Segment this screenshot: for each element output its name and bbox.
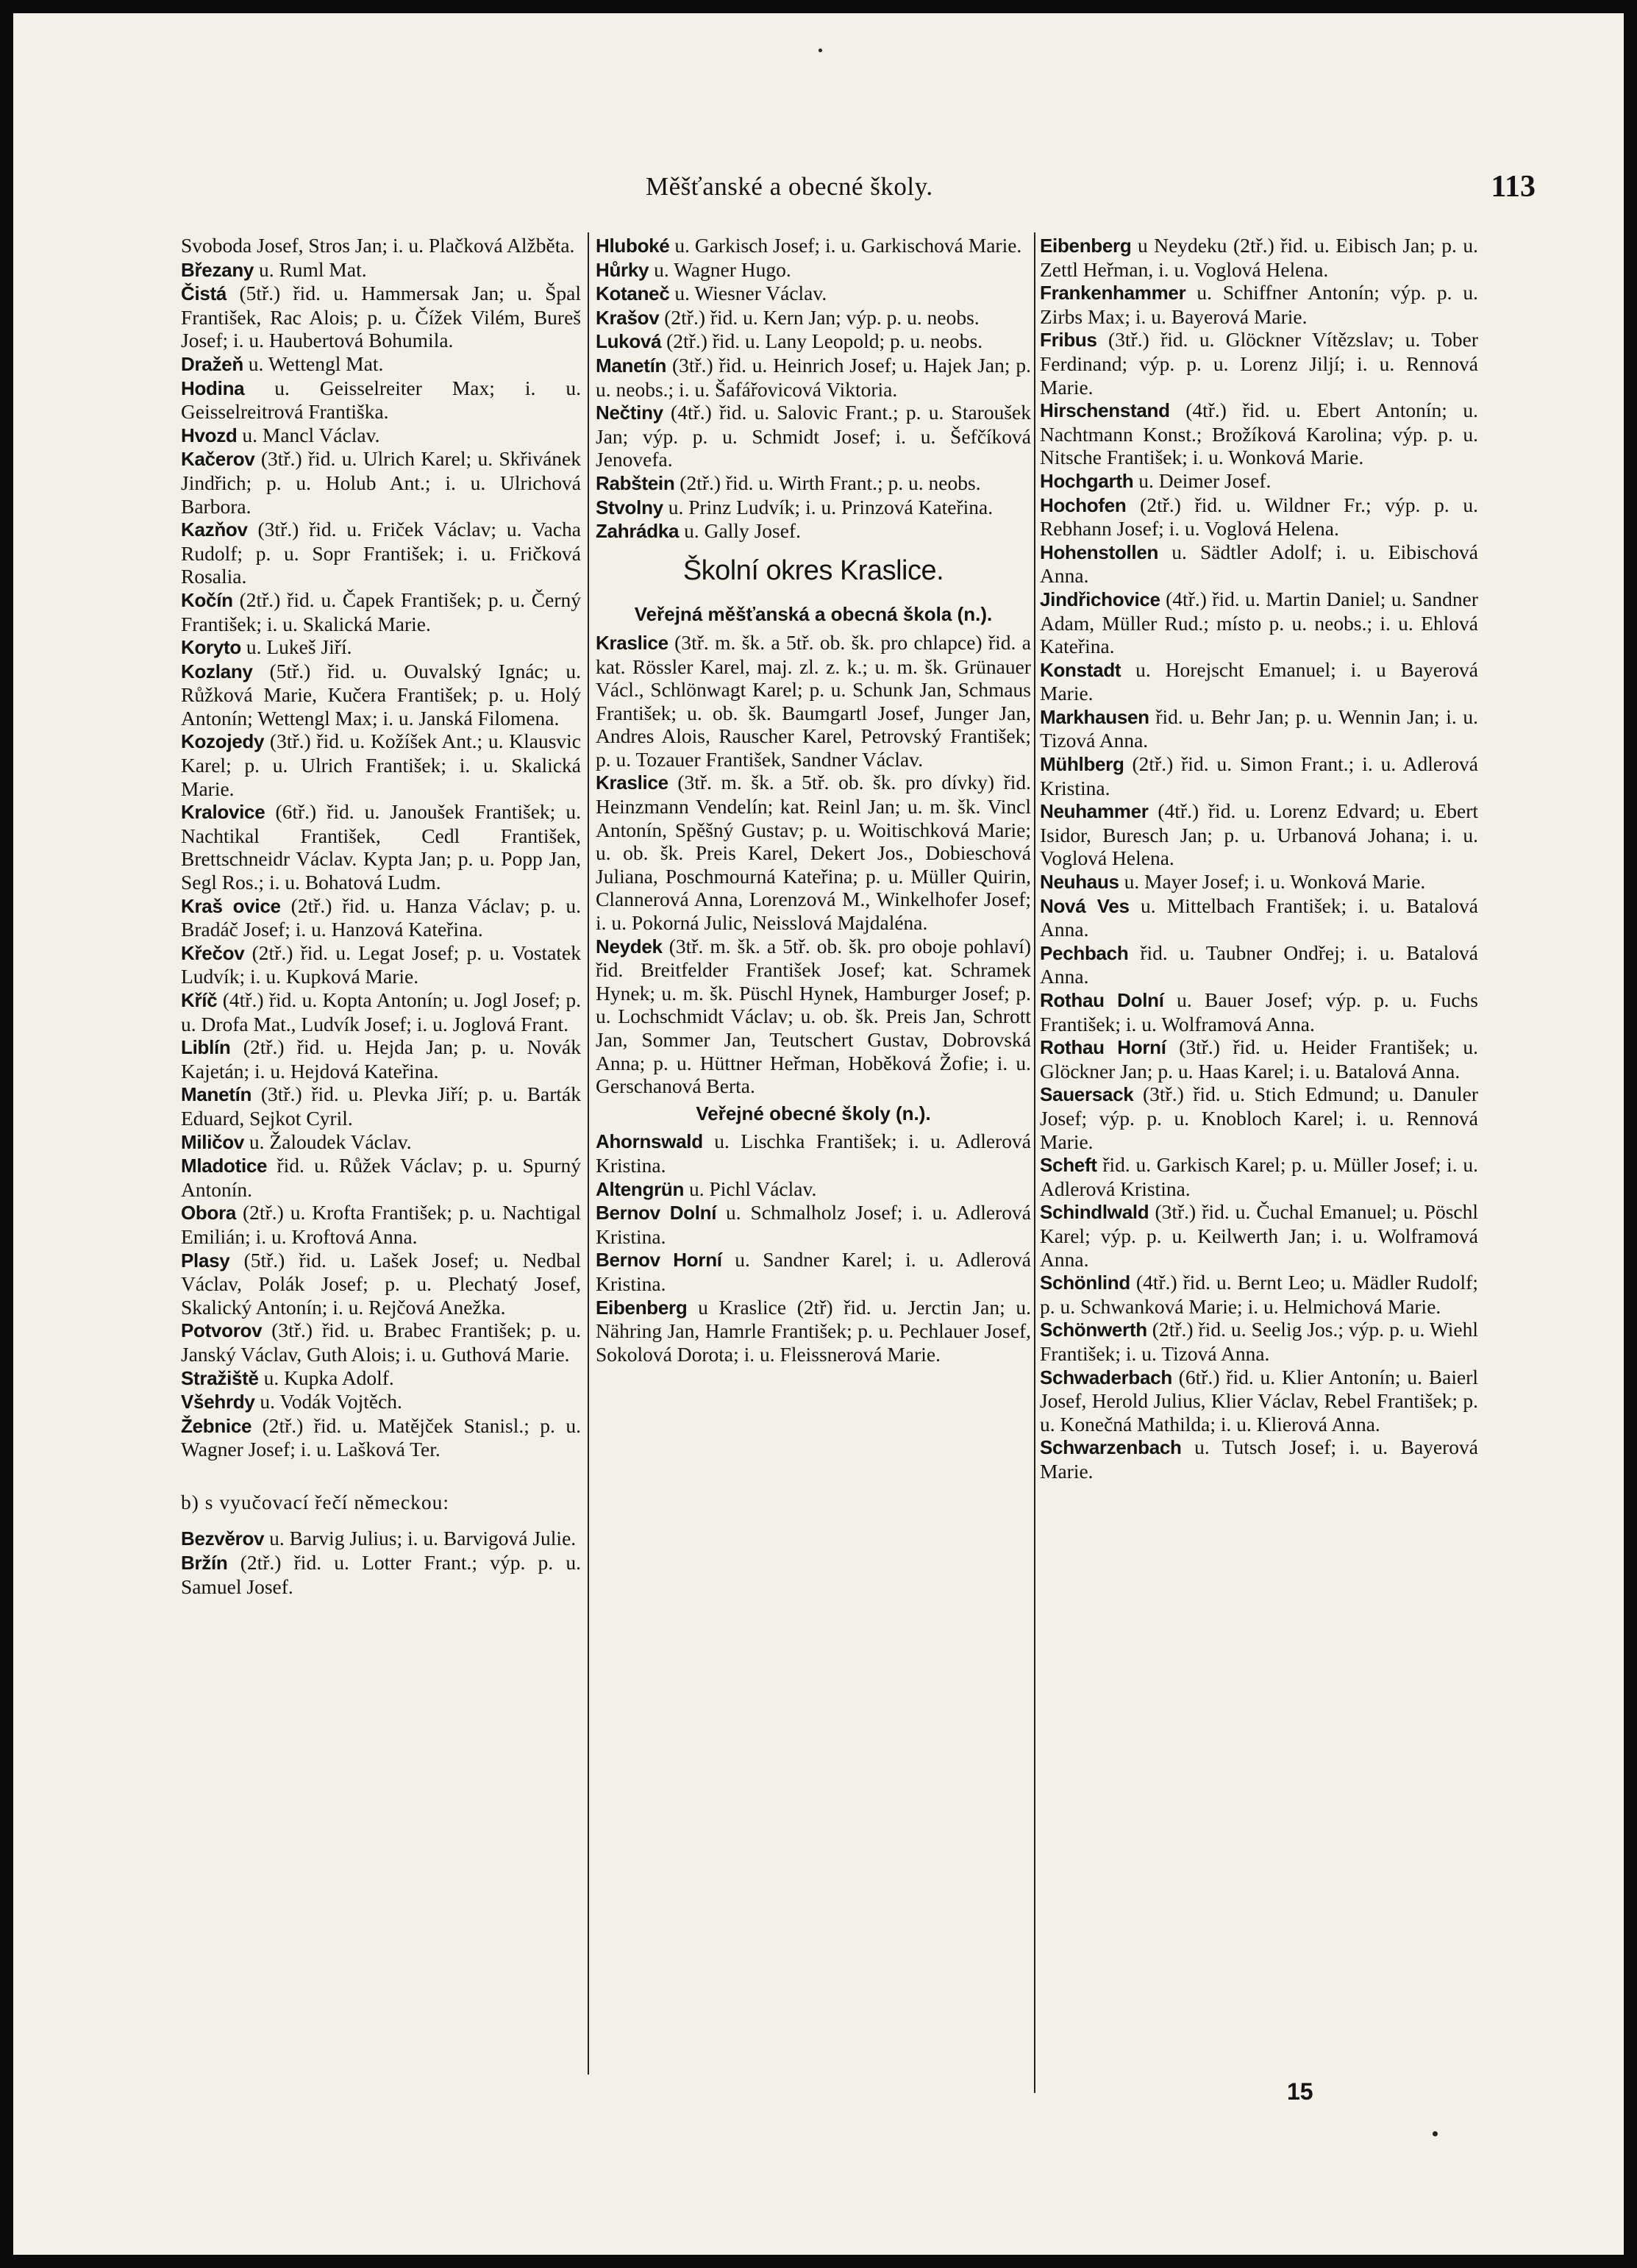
school-entry — [1040, 281, 1478, 328]
school-entry — [181, 1035, 581, 1083]
school-entry — [596, 935, 1031, 1098]
school-entry — [181, 730, 581, 800]
staff-list: (5tř.) řid. u. Hammersak Jan; u. Špal František, Rac Alois; p. u. Čížek Vilém, Bureš Josef; i. u. Haubertová Bohumila. — [181, 282, 581, 352]
place-name: Kraslice — [596, 631, 668, 654]
school-entry — [1040, 1271, 1478, 1318]
print-speck — [1433, 2131, 1438, 2136]
staff-list: u. Mittelbach František; i. u. Batalová Anna. — [1040, 894, 1478, 941]
staff-list: u. Wagner Hugo. — [649, 257, 791, 281]
school-entry — [1040, 1035, 1478, 1083]
staff-list: (2tř.) řid. u. Seelig Jos.; výp. p. u. Wiehl František; i. u. Tizová Anna. — [1040, 1318, 1478, 1365]
school-entry — [1040, 894, 1478, 941]
school-entry — [181, 800, 581, 894]
staff-list: (5tř.) řid. u. Lašek Josef; u. Nedbal Václav, Polák Josef; p. u. Plechatý Josef, Skalický Antonín; i. u. Rejčová Anežka. — [181, 1248, 581, 1319]
staff-list: (5tř.) řid. u. Ouvalský Ignác; u. Růžková Marie, Kučera František; p. u. Holý Antonín; Wettengl Max; i. u. Janská Filomena. — [181, 659, 581, 730]
place-name: Čistá — [181, 282, 227, 305]
staff-list: (3tř. m. šk. a 5tř. ob. šk. pro dívky) řid. Heinzmann Vendelín; kat. Reinl Jan; u. m. šk. Vincl Antonín, Spěšný Gustav; p. u. Woitischková Marie; u. ob. šk. Preis Karel, Dekert Jos., Dobieschová Juliana, Poschmourná Kateřina; p. u. Müller Quirin, Clannerová Anna, Lorenzová M., Winkelhofer Josef; i. u. Pokorná Julic, Neisslová Majdaléna. — [596, 771, 1031, 935]
school-entry — [181, 518, 581, 588]
column-2 — [596, 234, 1031, 2087]
school-entry — [1040, 1436, 1478, 1483]
school-entry — [596, 771, 1031, 934]
place-name: Potvorov — [181, 1319, 263, 1342]
staff-list: (3tř.) řid. u. Čuchal Emanuel; u. Pöschl Karel; výp. p. u. Keilwerth Jan; i. u. Wolframová Anna. — [1040, 1200, 1478, 1271]
place-name: Rothau Dolní — [1040, 989, 1164, 1011]
staff-list: u. Barvig Julius; i. u. Barvigová Julie. — [264, 1527, 577, 1550]
column-rule-1 — [588, 232, 589, 2075]
staff-list: u Kraslice (2tř) řid. u. Jerctin Jan; u. Nähring Jan, Hamrle František; p. u. Pechlauer Josef, Sokolová Dorota; i. u. Fleissnerová Marie. — [596, 1295, 1031, 1366]
place-name: Neydek — [596, 935, 663, 958]
school-entry — [181, 424, 581, 448]
place-name: Markhausen — [1040, 705, 1149, 728]
place-name: Plasy — [181, 1249, 230, 1272]
staff-list: (4tř.) řid. u. Salovic Frant.; p. u. Staroušek Jan; výp. p. u. Schmidt Josef; i. u. Šefčíková Jenovefa. — [596, 401, 1031, 471]
place-name: Schwarzenbach — [1040, 1436, 1182, 1459]
place-name: Manetín — [596, 354, 667, 377]
place-name: Schönlind — [1040, 1272, 1130, 1294]
place-name: Jindřichovice — [1040, 588, 1160, 610]
staff-list: u. Deimer Josef. — [1133, 468, 1272, 492]
staff-list: u. Gally Josef. — [679, 519, 801, 543]
staff-list: (2tř.) řid. u. Kern Jan; výp. p. u. neobs. — [659, 305, 980, 329]
school-entry — [1040, 1153, 1478, 1200]
place-name: Nečtiny — [596, 402, 663, 424]
place-name: Obora — [181, 1202, 237, 1224]
staff-list: u. Geisselreiter Max; i. u. Geisselreitrová Františka. — [181, 376, 581, 424]
school-entry — [1040, 988, 1478, 1035]
place-name: Eibenberg — [1040, 235, 1132, 257]
place-name: Mladotice — [181, 1155, 268, 1177]
place-name: Neuhammer — [1040, 800, 1149, 823]
school-entry — [181, 258, 581, 282]
school-entry — [596, 1130, 1031, 1177]
staff-list: (4tř.) řid. u. Ebert Antonín; u. Nachtmann Konst.; Brožíková Karolina; výp. p. u. Nitsche František; i. u. Wonková Marie. — [1040, 399, 1478, 469]
staff-list: u. Sädtler Adolf; i. u. Eibischová Anna. — [1040, 540, 1478, 588]
staff-list: u. Wiesner Václav. — [669, 282, 827, 305]
place-name: Kozlany — [181, 660, 253, 682]
school-entry — [596, 1201, 1031, 1248]
staff-list: u. Prinz Ludvík; i. u. Prinzová Kateřina. — [663, 495, 994, 518]
staff-list: (4tř.) řid. u. Lorenz Edvard; u. Ebert Isidor, Buresch Jan; p. u. Urbanová Johana; i. u. Voglová Helena. — [1040, 799, 1478, 870]
staff-list: (6tř.) řid. u. Klier Antonín; u. Baierl Josef, Herold Julius, Klier Václav, Rebel František; p. u. Konečná Mathilda; i. u. Klierová Anna. — [1040, 1365, 1478, 1436]
place-name: Nová Ves — [1040, 894, 1130, 917]
staff-list: (2tř.) řid. u. Čapek František; p. u. Černý František; i. u. Skalická Marie. — [181, 588, 581, 635]
school-entry — [181, 1366, 581, 1391]
staff-list: u. Sandner Karel; i. u. Adlerová Kristina. — [596, 1248, 1031, 1295]
place-name: Schönwerth — [1040, 1319, 1147, 1341]
place-name: Ahornswald — [596, 1130, 703, 1153]
school-entry — [181, 1201, 581, 1248]
school-entry — [596, 329, 1031, 354]
school-entry — [181, 588, 581, 635]
staff-list: (4tř.) řid. u. Martin Daniel; u. Sandner Adam, Müller Rud.; místo p. u. neobs.; i. u. Ehlová Kateřina. — [1040, 587, 1478, 658]
place-name: Kotaneč — [596, 282, 670, 305]
staff-list: (2tř.) řid. u. Wirth Frant.; p. u. neobs. — [674, 471, 981, 494]
place-name: Kříč — [181, 989, 218, 1011]
place-name: Hluboké — [596, 235, 670, 257]
staff-list: (2tř.) řid. u. Wildner Fr.; výp. p. u. Rebhann Josef; i. u. Voglová Helena. — [1040, 493, 1478, 541]
signature-mark: 15 — [1287, 2078, 1313, 2105]
school-entry — [1040, 541, 1478, 588]
staff-list: řid. u. Taubner Ondřej; i. u. Batalová Anna. — [1040, 941, 1478, 988]
staff-list: u. Bauer Josef; výp. p. u. Fuchs František; i. u. Wolframová Anna. — [1040, 988, 1478, 1035]
school-entry — [181, 447, 581, 518]
place-name: Schindlwald — [1040, 1201, 1149, 1224]
place-name: Dražeň — [181, 352, 243, 375]
staff-list: (4tř.) řid. u. Bernt Leo; u. Mädler Rudolf; p. u. Schwanková Marie; i. u. Helmichová Marie. — [1040, 1271, 1478, 1318]
staff-list: (3tř.) řid. u. Heider František; u. Glöckner Jan; p. u. Haas Karel; i. u. Batalová Anna. — [1040, 1035, 1478, 1083]
place-name: Hůrky — [596, 258, 649, 281]
staff-list: u. Kupka Adolf. — [258, 1366, 394, 1389]
school-entry — [181, 1551, 581, 1598]
place-name: Krašov — [596, 306, 660, 329]
place-name: Všehrdy — [181, 1391, 255, 1413]
staff-list: (3tř.) řid. u. Glöckner Vítězslav; u. Tober Ferdinand; výp. p. u. Lorenz Jiljí; i. u. Rennová Marie. — [1040, 328, 1478, 399]
staff-list: (6tř.) řid. u. Janoušek František; u. Nachtikal František, Cedl František, Brettschneidr Václav. Kypta Jan; p. u. Popp Jan, Segl Ros.; i. u. Bohatová Ludm. — [181, 800, 581, 894]
school-entry — [181, 282, 581, 352]
place-name: Kralovice — [181, 801, 265, 824]
staff-list: u. Lischka František; i. u. Adlerová Kristina. — [596, 1130, 1031, 1177]
school-entry — [181, 1249, 581, 1319]
running-title: Měšťanské a obecné školy. — [646, 172, 933, 201]
school-entry — [596, 1177, 1031, 1202]
staff-list: (3tř.) řid. u. Kožíšek Ant.; u. Klausvic Karel; p. u. Ulrich František; i. u. Skalická Marie. — [181, 730, 581, 800]
column-rule-2 — [1034, 232, 1035, 2093]
place-name: Křečov — [181, 941, 245, 964]
school-entry — [181, 234, 581, 258]
school-entry — [181, 352, 581, 377]
staff-list: (3tř.) řid. u. Ulrich Karel; u. Skřivánek Jindřich; p. u. Holub Ant.; i. u. Ulrichová Barbora. — [181, 447, 581, 518]
place-name: Stražiště — [181, 1366, 259, 1389]
place-name: Manetín — [181, 1083, 252, 1106]
school-entry — [1040, 493, 1478, 541]
school-entry — [181, 941, 581, 988]
place-name: Kozojedy — [181, 730, 265, 753]
place-name: Koryto — [181, 636, 241, 659]
school-entry — [1040, 234, 1478, 281]
staff-list: Svoboda Josef, Stros Jan; i. u. Plačková Alžběta. — [181, 234, 575, 257]
place-name: Hohenstollen — [1040, 541, 1159, 563]
school-entry — [1040, 328, 1478, 399]
place-name: Eibenberg — [596, 1296, 688, 1319]
place-name: Mühlberg — [1040, 753, 1124, 776]
school-entry — [181, 1414, 581, 1461]
staff-list: (4tř.) řid. u. Kopta Antonín; u. Jogl Josef; p. u. Drofa Mat., Ludvík Josef; i. u. Joglová Frant. — [181, 988, 581, 1035]
staff-list: u. Wettengl Mat. — [243, 352, 384, 375]
place-name: Bržín — [181, 1552, 228, 1575]
district-heading: Školní okres Kraslice. — [682, 554, 944, 586]
place-name: Kraslice — [596, 771, 668, 794]
school-entry — [1040, 870, 1478, 894]
staff-list: (2tř.) řid. u. Hanza Václav; p. u. Bradáč Josef; i. u. Hanzová Kateřina. — [181, 894, 581, 941]
page-number: 113 — [1491, 170, 1536, 204]
place-name: Žebnice — [181, 1414, 252, 1437]
school-entry — [596, 354, 1031, 401]
staff-list: řid. u. Růžek Václav; p. u. Spurný Antonín. — [181, 1154, 581, 1201]
place-name: Hochofen — [1040, 493, 1127, 516]
staff-list: (3tř. m. šk. a 5tř. ob. šk. pro oboje pohlaví) řid. Breitfelder František Josef; kat. Schramek Hynek; u. m. šk. Püschl Hynek, Hamburger Josef; p. u. Lochschmidt Václav; u. ob. šk. Preis Jan, Schrott Jan, Sommer Jan, Teutschert Gustav, Dobrovská Anna; p. u. Hüttner Heřman, Hoběková Žofie; i. u. Gerschanová Berta. — [596, 934, 1031, 1098]
staff-list: (2tř.) řid. u. Lotter Frant.; výp. p. u. Samuel Josef. — [181, 1551, 581, 1598]
school-entry — [1040, 799, 1478, 870]
school-entry — [181, 1130, 581, 1155]
school-entry — [1040, 399, 1478, 469]
staff-list: u. Pichl Václav. — [684, 1177, 817, 1200]
place-name: Hochgarth — [1040, 469, 1134, 492]
place-name: Fribus — [1040, 329, 1097, 352]
place-name: Kazňov — [181, 518, 248, 541]
place-name: Kraš ovice — [181, 894, 281, 917]
staff-list: u. Mayer Josef; i. u. Wonková Marie. — [1119, 870, 1426, 894]
place-name: Bernov Horní — [596, 1249, 722, 1272]
staff-list: u. Tutsch Josef; i. u. Bayerová Marie. — [1040, 1436, 1478, 1483]
school-entry — [181, 1083, 581, 1130]
school-entry — [596, 282, 1031, 306]
school-entry — [596, 496, 1031, 520]
school-entry — [181, 988, 581, 1035]
school-entry — [596, 306, 1031, 330]
staff-list: u. Schiffner Antonín; výp. p. u. Zirbs Max; i. u. Bayerová Marie. — [1040, 281, 1478, 328]
school-type-heading: Veřejná měšťanská a obecná škola (n.). — [634, 603, 993, 626]
school-entry — [181, 635, 581, 660]
staff-list: u. Lukeš Jiří. — [240, 635, 352, 659]
place-name: Sauersack — [1040, 1083, 1134, 1106]
staff-list: u. Mancl Václav. — [237, 423, 380, 446]
place-name: Scheft — [1040, 1154, 1097, 1177]
staff-list: řid. u. Behr Jan; p. u. Wennin Jan; i. u. Tizová Anna. — [1040, 705, 1478, 752]
place-name: Hodina — [181, 377, 245, 399]
column-1 — [181, 234, 581, 2087]
school-type-heading: Veřejné obecné školy (n.). — [696, 1102, 931, 1124]
school-entry — [181, 1390, 581, 1414]
staff-list: (3tř. m. šk. a 5tř. ob. šk. pro chlapce) řid. a kat. Rössler Karel, maj. zl. z. k.; u. m. šk. Grünauer Václ., Schlönwagt Karel; p. u. Schunk Jan, Schmaus František; u. ob. šk. Baumgartl Josef, Junger Jan, Andres Alois, Rauscher Karel, Petrovský František; p. u. Tozauer František, Sandner Václav. — [596, 630, 1031, 771]
staff-list: (3tř.) řid. u. Brabec František; p. u. Janský Václav, Guth Alois; i. u. Guthová Marie. — [181, 1319, 581, 1366]
staff-list: (2tř.) u. Krofta František; p. u. Nachtigal Emilián; i. u. Kroftová Anna. — [181, 1201, 581, 1248]
staff-list: u. Vodák Vojtěch. — [254, 1390, 402, 1413]
place-name: Schwaderbach — [1040, 1366, 1172, 1388]
staff-list: (2tř.) řid. u. Matějček Stanisl.; p. u. Wagner Josef; i. u. Lašková Ter. — [181, 1413, 581, 1461]
school-entry — [181, 1154, 581, 1201]
staff-list: (2tř.) řid. u. Lany Leopold; p. u. neobs. — [661, 329, 983, 353]
staff-list: u Neydeku (2tř.) řid. u. Eibisch Jan; p. u. Zettl Heřman, i. u. Voglová Helena. — [1040, 234, 1478, 281]
school-entry — [181, 894, 581, 941]
school-entry — [596, 631, 1031, 771]
place-name: Bernov Dolní — [596, 1202, 717, 1224]
school-entry — [596, 401, 1031, 471]
staff-list: u. Garkisch Josef; i. u. Garkischová Marie. — [669, 234, 1022, 257]
school-entry — [1040, 1083, 1478, 1153]
place-name: Miličov — [181, 1130, 245, 1153]
school-entry — [1040, 1366, 1478, 1436]
place-name: Pechbach — [1040, 941, 1129, 964]
print-speck — [818, 49, 822, 52]
staff-list: u. Ruml Mat. — [254, 257, 367, 281]
place-name: Březany — [181, 258, 254, 281]
school-entry — [596, 519, 1031, 543]
school-entry — [181, 1319, 581, 1366]
place-name: Altengrün — [596, 1177, 685, 1200]
school-entry — [1040, 1318, 1478, 1365]
place-name: Neuhaus — [1040, 871, 1119, 894]
place-name: Hirschenstand — [1040, 399, 1170, 422]
place-name: Kačerov — [181, 448, 255, 471]
staff-list: (2tř.) řid. u. Hejda Jan; p. u. Novák Kajetán; i. u. Hejdová Kateřina. — [181, 1035, 581, 1083]
staff-list: (3tř.) řid. u. Plevka Jiří; p. u. Barták Eduard, Sejkot Cyril. — [181, 1083, 581, 1130]
place-name: Liblín — [181, 1036, 231, 1059]
place-name: Rothau Horní — [1040, 1036, 1166, 1059]
place-name: Stvolny — [596, 496, 663, 518]
staff-list: řid. u. Garkisch Karel; p. u. Müller Josef; i. u. Adlerová Kristina. — [1040, 1153, 1478, 1200]
school-entry — [1040, 941, 1478, 988]
running-header — [13, 169, 1624, 206]
school-entry — [596, 1248, 1031, 1295]
staff-list: (3tř.) řid. u. Heinrich Josef; u. Hajek Jan; p. u. neobs.; i. u. Šafářovicová Viktoria. — [596, 353, 1031, 401]
place-name: Konstadt — [1040, 658, 1121, 681]
school-entry — [1040, 469, 1478, 493]
school-entry — [596, 234, 1031, 258]
school-entry — [181, 660, 581, 730]
school-entry — [181, 1527, 581, 1551]
school-entry — [596, 1296, 1031, 1366]
school-entry — [1040, 752, 1478, 799]
school-entry — [1040, 705, 1478, 752]
staff-list: u. Žaloudek Václav. — [244, 1130, 412, 1153]
place-name: Luková — [596, 330, 662, 353]
staff-list: (2tř.) řid. u. Legat Josef; p. u. Vostatek Ludvík; i. u. Kupková Marie. — [181, 941, 581, 988]
place-name: Hvozd — [181, 424, 238, 446]
school-entry — [1040, 588, 1478, 658]
staff-list: (2tř.) řid. u. Simon Frant.; i. u. Adlerová Kristina. — [1040, 752, 1478, 799]
place-name: Rabštein — [596, 471, 675, 494]
place-name: Kočín — [181, 588, 233, 611]
school-entry — [1040, 1200, 1478, 1271]
staff-list: u. Schmalholz Josef; i. u. Adlerová Kristina. — [596, 1201, 1031, 1248]
staff-list: (3tř.) řid. u. Friček Václav; u. Vacha Rudolf; p. u. Sopr František; i. u. Fričková Rosalia. — [181, 518, 581, 588]
staff-list: (3tř.) řid. u. Stich Edmund; u. Danuler Josef; výp. p. u. Knobloch Karel; i. u. Rennová Marie. — [1040, 1083, 1478, 1153]
school-entry — [596, 258, 1031, 282]
place-name: Bezvěrov — [181, 1527, 265, 1550]
school-entry — [181, 377, 581, 424]
school-entry — [1040, 658, 1478, 705]
column-3 — [1040, 234, 1478, 2087]
place-name: Zahrádka — [596, 520, 680, 543]
place-name: Frankenhammer — [1040, 282, 1186, 304]
language-heading: b) s vyučovací řečí německou: — [181, 1490, 449, 1513]
school-entry — [596, 471, 1031, 496]
staff-list: u. Horejscht Emanuel; i. u Bayerová Marie. — [1040, 657, 1478, 705]
